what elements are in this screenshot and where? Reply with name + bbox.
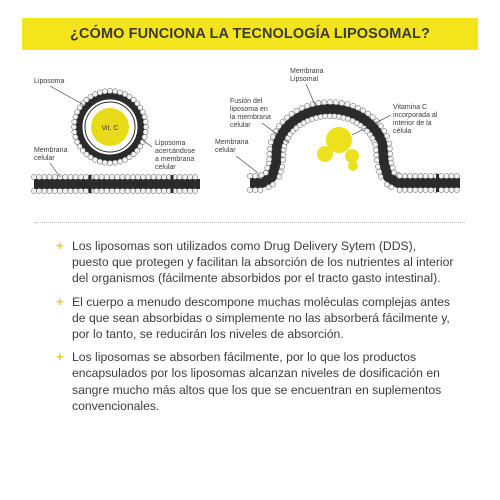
lipid-head	[118, 90, 123, 95]
lipid-head	[267, 157, 272, 162]
lipid-head	[63, 188, 68, 193]
lipid-head	[402, 173, 407, 178]
lipid-head	[31, 188, 36, 193]
liposome-pointer	[50, 86, 84, 105]
lipid-head	[389, 160, 394, 165]
benefits-list	[56, 238, 456, 421]
lipid-head	[276, 124, 281, 129]
lipid-head	[130, 188, 135, 193]
lipid-head	[94, 174, 99, 179]
lipid-head	[73, 188, 78, 193]
lipid-head	[125, 188, 130, 193]
lipid-head	[454, 187, 459, 192]
lipid-head	[268, 140, 273, 145]
lipid-head	[146, 174, 151, 179]
title-banner	[22, 18, 478, 50]
lipid-head	[71, 124, 76, 129]
lipid-head	[267, 151, 272, 156]
lipid-head	[322, 100, 327, 105]
lipid-head	[193, 174, 198, 179]
lipid-head	[428, 173, 433, 178]
lipid-head	[265, 165, 270, 170]
lipid-head	[130, 174, 135, 179]
lipid-head	[407, 173, 412, 178]
lipid-head	[374, 152, 379, 157]
lipid-head	[52, 188, 57, 193]
left-cell-membrane	[31, 174, 200, 193]
lipid-head	[47, 174, 52, 179]
lipid-head	[350, 103, 355, 108]
lipid-head	[281, 157, 286, 162]
lipid-head	[37, 174, 42, 179]
lipid-head	[143, 124, 148, 129]
lipid-head	[72, 130, 77, 135]
lipid-head	[83, 174, 88, 179]
lipid-head	[378, 123, 383, 128]
lipid-head	[407, 187, 412, 192]
lipid-head	[387, 146, 392, 151]
lipid-head	[258, 187, 263, 192]
lipid-head	[444, 187, 449, 192]
fusion-label: Fusión del liposoma en la membrana celular	[230, 98, 271, 129]
lipid-head	[151, 188, 156, 193]
lipid-head	[384, 133, 389, 138]
lipid-head	[68, 174, 73, 179]
lipid-head	[247, 187, 252, 192]
vitamin-c-blob-small	[345, 149, 359, 163]
lipid-head	[120, 188, 125, 193]
lipid-head	[370, 115, 375, 120]
lipid-head	[377, 169, 382, 174]
lipid-head	[78, 174, 83, 179]
lipid-head	[382, 128, 387, 133]
lipid-head	[413, 173, 418, 178]
lipid-head	[73, 135, 78, 140]
lipid-head	[327, 99, 332, 104]
lipo-membrane-label: Membrana Lipsomal	[290, 68, 324, 83]
section-divider	[35, 222, 465, 223]
vitamin-c-label: Vitamina C incorporada al interior de la célula	[393, 104, 438, 135]
lipid-head	[97, 159, 102, 164]
lipid-head	[289, 111, 294, 116]
lipid-head	[146, 188, 151, 193]
lipid-head	[135, 174, 140, 179]
lipid-head	[140, 109, 145, 114]
bullet-text: El cuerpo a menudo descompone muchas moléculas complejas antes de que sean absorbidas o simplemente no las absorberá fácilmente y, por lo tanto, se reducirán los niveles de absorción.	[72, 294, 451, 342]
lipid-head	[418, 173, 423, 178]
lipid-head	[388, 151, 393, 156]
lipid-head	[278, 169, 283, 174]
lipid-head	[102, 160, 107, 165]
lipid-head	[109, 188, 114, 193]
lipid-head	[345, 102, 350, 107]
vitamin-c-drop	[348, 161, 358, 171]
approach-label: Liposoma acercándose a membrana celular	[155, 140, 196, 171]
lipid-head	[449, 173, 454, 178]
lipid-head	[47, 188, 52, 193]
lipid-head	[161, 174, 166, 179]
lipid-head	[375, 164, 380, 169]
lipid-head	[277, 174, 282, 179]
bullet-text: Los liposomas se absorben fácilmente, por lo que los productos encapsulados por los liposomas alcanzan niveles de dosificación en sangre mucho más altos que los que se encuentran en suplementos convencionales.	[72, 350, 442, 413]
lipid-head	[271, 182, 276, 187]
vitamin-c-blob-medium	[317, 146, 333, 162]
lipid-head	[37, 188, 42, 193]
lipid-head	[161, 188, 166, 193]
lipid-head	[413, 187, 418, 192]
lipid-head	[253, 187, 258, 192]
lipid-head	[99, 188, 104, 193]
lipid-head	[118, 159, 123, 164]
right-membrane-label: Membrana celular	[215, 139, 249, 154]
lipid-head	[42, 188, 47, 193]
lipid-head	[402, 187, 407, 192]
lipid-head	[284, 115, 289, 120]
page-title: ¿CÓMO FUNCIONA LA TECNOLOGÍA LIPOSOMAL?	[70, 26, 430, 42]
lipid-head	[68, 188, 73, 193]
lipid-head	[115, 188, 120, 193]
lipid-head	[156, 174, 161, 179]
lipid-head	[389, 185, 394, 190]
plus-icon: +	[56, 238, 64, 253]
bullet-text: Los liposomas son utilizados como Drug Delivery Sytem (DDS), puesto que protegen y facilitan la absorción de los nutrientes al interior del organismos (fácilmente absorbidos por el tracto gasto intestinal).	[72, 239, 454, 286]
lipid-head	[373, 142, 378, 147]
lipid-head	[72, 119, 77, 124]
lipid-head	[141, 188, 146, 193]
lipid-head	[104, 174, 109, 179]
lipid-head	[151, 174, 156, 179]
lipid-head	[135, 188, 140, 193]
vitamin-c-core-label: Vit. C	[101, 125, 119, 132]
lipid-head	[42, 174, 47, 179]
list-item	[56, 349, 456, 414]
lipid-head	[423, 187, 428, 192]
lipid-head	[57, 188, 62, 193]
lipid-head	[143, 130, 148, 135]
lipid-head	[365, 111, 370, 116]
lipid-head	[333, 100, 338, 105]
lipid-head	[83, 188, 88, 193]
lipid-head	[142, 135, 147, 140]
lipid-head	[444, 173, 449, 178]
plus-icon: +	[56, 349, 64, 365]
lipid-head	[253, 173, 258, 178]
lipid-head	[423, 173, 428, 178]
lipid-head	[75, 139, 80, 144]
lipid-head	[113, 89, 118, 94]
lipid-head	[316, 100, 321, 105]
lipid-head	[156, 188, 161, 193]
lipid-head	[299, 105, 304, 110]
lipid-head	[428, 187, 433, 192]
lipid-head	[125, 174, 130, 179]
lipid-head	[102, 89, 107, 94]
lipid-head	[107, 160, 112, 165]
lipid-head	[141, 174, 146, 179]
lipid-head	[360, 108, 365, 113]
lipid-head	[373, 147, 378, 152]
lipid-head	[120, 174, 125, 179]
lipid-head	[397, 173, 402, 178]
lipid-head	[193, 188, 198, 193]
lipid-head	[378, 174, 383, 179]
lipid-head	[281, 152, 286, 157]
lipid-head	[107, 88, 112, 93]
lipid-head	[454, 173, 459, 178]
lipid-head	[280, 119, 285, 124]
lipid-head	[78, 188, 83, 193]
list-item	[56, 294, 456, 343]
lipid-head	[63, 174, 68, 179]
lipid-head	[397, 187, 402, 192]
lipid-head	[73, 114, 78, 119]
lipid-head	[263, 170, 268, 175]
lipid-head	[439, 173, 444, 178]
lipid-head	[339, 100, 344, 105]
left-membrane-label: Membrana celular	[34, 147, 68, 162]
lipid-head	[294, 108, 299, 113]
lipid-head	[122, 157, 127, 162]
lipid-head	[31, 174, 36, 179]
lipid-head	[182, 174, 187, 179]
lipid-head	[418, 187, 423, 192]
lipid-head	[97, 90, 102, 95]
lipid-head	[177, 174, 182, 179]
list-item	[56, 238, 456, 287]
lipid-head	[182, 188, 187, 193]
lipid-head	[99, 174, 104, 179]
lipid-head	[439, 187, 444, 192]
lipid-head	[115, 174, 120, 179]
lipid-head	[374, 158, 379, 163]
lipid-head	[270, 134, 275, 139]
lipid-head	[142, 114, 147, 119]
lipid-head	[73, 174, 78, 179]
lipid-head	[143, 119, 148, 124]
lipid-head	[187, 174, 192, 179]
lipid-head	[267, 146, 272, 151]
lipid-head	[449, 187, 454, 192]
lipid-head	[280, 164, 285, 169]
plus-icon: +	[56, 293, 64, 309]
lipid-head	[355, 105, 360, 110]
lipid-head	[387, 141, 392, 146]
lipid-head	[113, 160, 118, 165]
lipid-head	[92, 92, 97, 97]
lipid-head	[104, 188, 109, 193]
right-membrane-pointer	[236, 156, 258, 173]
lipid-head	[187, 188, 192, 193]
lipid-head	[109, 174, 114, 179]
lipid-head	[52, 174, 57, 179]
lipid-head	[345, 116, 350, 121]
lipid-head	[94, 188, 99, 193]
lipid-head	[305, 103, 310, 108]
liposome-diagram	[0, 55, 500, 225]
lipid-head	[177, 188, 182, 193]
liposome-label: Liposoma	[34, 78, 65, 85]
lipid-head	[247, 173, 252, 178]
